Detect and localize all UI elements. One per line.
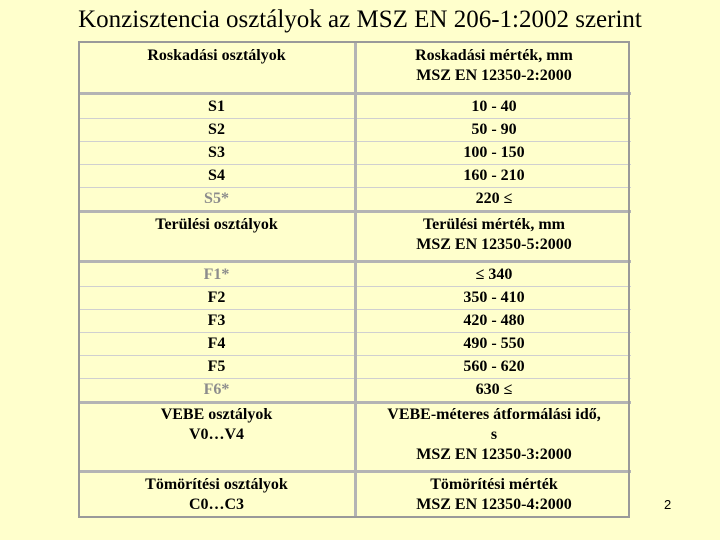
slump-header-row (79, 43, 631, 94)
slump-value-cell: 10 - 40 (356, 94, 632, 119)
slump-class-cell: S5* (79, 188, 356, 212)
flow-row-f1 (79, 262, 631, 287)
flow-value-cell: 420 - 480 (356, 310, 632, 333)
flow-class-cell: F5 (79, 356, 356, 379)
compaction-right (356, 472, 632, 518)
compaction-class-label: Tömörítési osztályok (145, 476, 288, 493)
compaction-left (79, 472, 356, 518)
vebe-right (356, 403, 632, 472)
page-number: 2 (664, 497, 672, 512)
slump-row-s4 (79, 165, 631, 188)
slump-row-s5 (79, 188, 631, 212)
flow-value-cell: 350 - 410 (356, 287, 632, 310)
slump-value-cell: 220 ≤ (356, 188, 632, 212)
slump-header-right (356, 43, 632, 94)
flow-header-row (79, 212, 631, 262)
flow-value-cell: 560 - 620 (356, 356, 632, 379)
vebe-measure: VEBE-méteres átformálási idő, (387, 406, 601, 423)
flow-row-f3 (79, 310, 631, 333)
compaction-class-range: C0…C3 (188, 496, 245, 513)
compaction-standard: MSZ EN 12350-4:2000 (416, 496, 572, 513)
flow-row-f4 (79, 333, 631, 356)
vebe-row (79, 403, 631, 472)
slump-header-standard: MSZ EN 12350-2:2000 (416, 67, 572, 84)
slump-class-cell: S4 (79, 165, 356, 188)
slump-header-left: Roskadási osztályok (79, 43, 356, 94)
consistency-table (79, 43, 631, 517)
slump-value-cell: 100 - 150 (356, 142, 632, 165)
flow-class-cell: F6* (79, 379, 356, 403)
flow-header-right (356, 212, 632, 262)
flow-value-cell: 630 ≤ (356, 379, 632, 403)
compaction-measure: Tömörítési mérték (430, 476, 558, 493)
slump-value-cell: 50 - 90 (356, 119, 632, 142)
slump-header-measure: Roskadási mérték, mm (415, 47, 573, 64)
flow-header-standard: MSZ EN 12350-5:2000 (416, 236, 572, 253)
vebe-class-label: VEBE osztályok (160, 406, 273, 423)
compaction-row (79, 472, 631, 518)
vebe-left (79, 403, 356, 472)
slump-class-cell: S3 (79, 142, 356, 165)
flow-row-f2 (79, 287, 631, 310)
flow-class-cell: F1* (79, 262, 356, 287)
slump-row-s2 (79, 119, 631, 142)
flow-class-cell: F4 (79, 333, 356, 356)
flow-value-cell: 490 - 550 (356, 333, 632, 356)
vebe-class-range: V0…V4 (188, 426, 245, 443)
vebe-unit: s (490, 426, 498, 443)
vebe-standard: MSZ EN 12350-3:2000 (416, 446, 572, 463)
slump-value-cell: 160 - 210 (356, 165, 632, 188)
flow-row-f6 (79, 379, 631, 403)
flow-class-cell: F2 (79, 287, 356, 310)
flow-header-measure: Terülési mérték, mm (422, 216, 566, 233)
flow-row-f5 (79, 356, 631, 379)
slump-class-cell: S1 (79, 94, 356, 119)
slump-row-s3 (79, 142, 631, 165)
slump-row-s1 (79, 94, 631, 119)
flow-class-cell: F3 (79, 310, 356, 333)
slump-class-cell: S2 (79, 119, 356, 142)
flow-header-left: Terülési osztályok (79, 212, 356, 262)
flow-value-cell: ≤ 340 (356, 262, 632, 287)
slide-title: Konzisztencia osztályok az MSZ EN 206-1:2002 szerint (78, 6, 642, 33)
